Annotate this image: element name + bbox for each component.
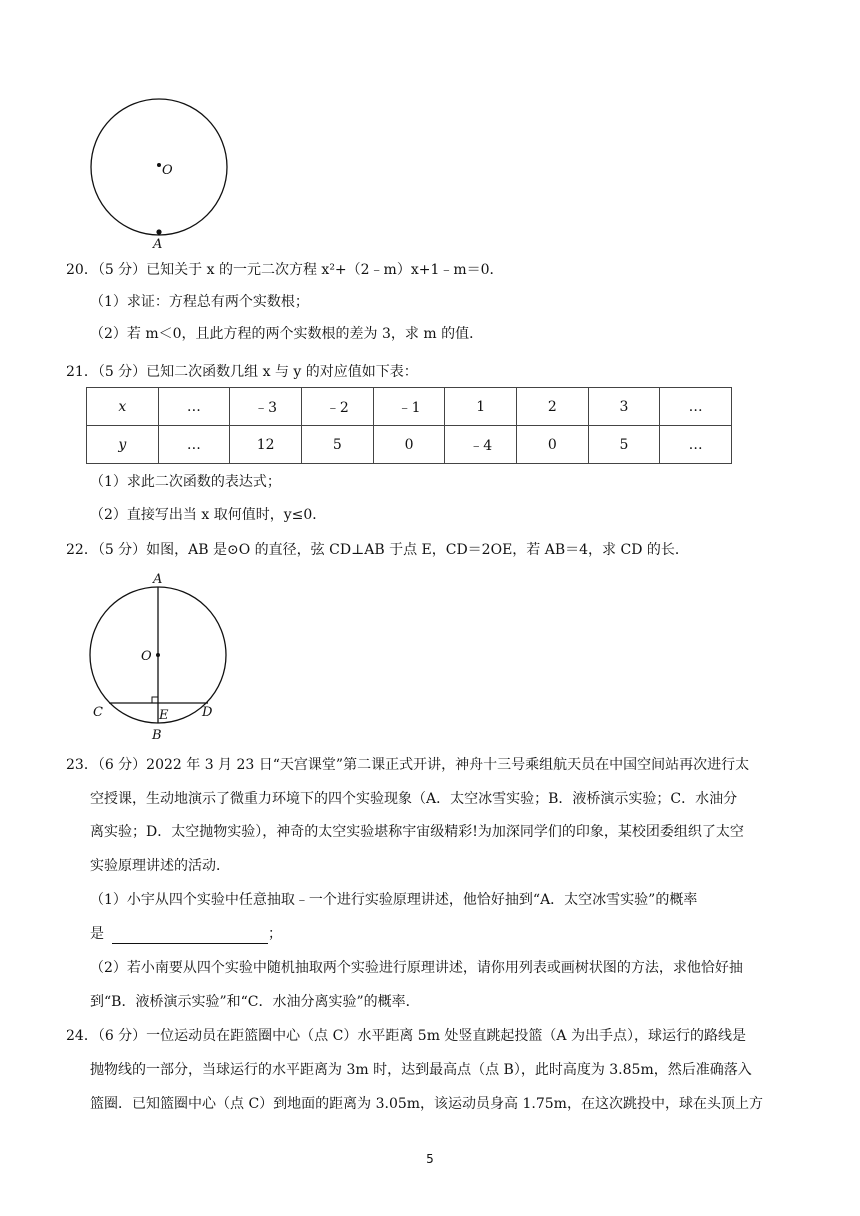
q23-part2-line2: 到“B．液桥演示实验”和“C．水油分离实验”的概率． bbox=[90, 994, 420, 1010]
table-cell: ﹣4 bbox=[445, 426, 517, 464]
label-a: A bbox=[153, 572, 163, 587]
circle-figure-1 bbox=[84, 92, 244, 252]
q23-line1: 23．（6 分）2022 年 3 月 23 日“天宫课堂”第二课正式开讲，神舟十三号乘组航天员在中国空间站再次进行太 bbox=[66, 757, 750, 773]
q23-part1-line2 bbox=[90, 924, 282, 944]
table-cell: 2 bbox=[517, 388, 589, 426]
q20-part2: （2）若 m＜0，且此方程的两个实数根的差为 3，求 m 的值． bbox=[90, 326, 484, 342]
label-a: A bbox=[153, 237, 163, 252]
table-cell: 3 bbox=[588, 388, 660, 426]
table-cell: … bbox=[158, 388, 230, 426]
q23-part1-line1: （1）小宇从四个实验中任意抽取﹣一个进行实验原理讲述，他恰好抽到“A．太空冰雪实验”的概率 bbox=[90, 892, 698, 908]
q23-line3: 离实验；D．太空抛物实验），神奇的太空实验堪称宇宙级精彩!为加深同学们的印象，某校团委组织了太空 bbox=[90, 824, 744, 840]
table-cell: … bbox=[660, 388, 732, 426]
table-cell: 5 bbox=[588, 426, 660, 464]
answer-blank bbox=[112, 929, 268, 944]
label-d: D bbox=[202, 705, 213, 720]
label-o: O bbox=[141, 649, 152, 664]
q21-heading: 21．（5 分）已知二次函数几组 x 与 y 的对应值如下表： bbox=[66, 364, 418, 380]
label-o: O bbox=[162, 163, 173, 178]
table-cell: … bbox=[660, 426, 732, 464]
table-cell: … bbox=[158, 426, 230, 464]
label-e: E bbox=[159, 708, 169, 723]
q24-line2: 抛物线的一部分，当球运行的水平距离为 3m 时，达到最高点（点 B），此时高度为 3.85m，然后准确落入 bbox=[90, 1062, 752, 1078]
table-cell: ﹣1 bbox=[373, 388, 445, 426]
q24-line3: 篮圈．已知篮圈中心（点 C）到地面的距离为 3.05m，该运动员身高 1.75m，在这次跳投中，球在头顶上方 bbox=[90, 1096, 763, 1112]
q23-part2-line1: （2）若小南要从四个实验中随机抽取两个实验进行原理讲述，请你用列表或画树状图的方法，求他恰好抽 bbox=[90, 960, 743, 976]
table-cell: 1 bbox=[445, 388, 517, 426]
table-row-x bbox=[87, 388, 732, 426]
table-cell: x bbox=[87, 388, 159, 426]
q24-line1: 24．（6 分）一位运动员在距篮圈中心（点 C）水平距离 5m 处竖直跳起投篮（A 为出手点），球运行的路线是 bbox=[66, 1028, 746, 1044]
table-cell: y bbox=[87, 426, 159, 464]
table-cell: 12 bbox=[230, 426, 302, 464]
right-angle-mark bbox=[152, 697, 158, 703]
q21-part1: （1）求此二次函数的表达式； bbox=[90, 474, 281, 490]
table-cell: ﹣2 bbox=[302, 388, 374, 426]
center-point-o bbox=[157, 163, 161, 167]
q23-line2: 空授课，生动地演示了微重力环境下的四个实验现象（A．太空冰雪实验；B．液桥演示实验；C．水油分 bbox=[90, 791, 738, 807]
page-number: 5 bbox=[426, 1152, 434, 1166]
table-cell: 0 bbox=[373, 426, 445, 464]
table-cell: ﹣3 bbox=[230, 388, 302, 426]
q21-part2: （2）直接写出当 x 取何值时，y≤0． bbox=[90, 507, 327, 523]
q20-part1: （1）求证：方程总有两个实数根； bbox=[90, 294, 309, 310]
value-table bbox=[86, 387, 732, 464]
label-c: C bbox=[93, 705, 103, 720]
circle-figure-2 bbox=[84, 568, 234, 746]
label-b: B bbox=[152, 728, 162, 743]
table-cell: 5 bbox=[302, 426, 374, 464]
point-a bbox=[156, 229, 161, 234]
table-row-y bbox=[87, 426, 732, 464]
q23-part1-suffix: ； bbox=[268, 926, 282, 942]
table-cell: 0 bbox=[517, 426, 589, 464]
center-point-o bbox=[156, 653, 160, 657]
q23-part1-prefix: 是 bbox=[90, 926, 104, 942]
q23-line4: 实验原理讲述的活动． bbox=[90, 858, 230, 874]
q22-heading: 22．（5 分）如图，AB 是⊙O 的直径，弦 CD⊥AB 于点 E，CD＝2OE，若 AB＝4，求 CD 的长． bbox=[66, 542, 689, 558]
q20-heading: 20．（5 分）已知关于 x 的一元二次方程 x²+（2﹣m）x+1﹣m＝0． bbox=[66, 262, 504, 278]
